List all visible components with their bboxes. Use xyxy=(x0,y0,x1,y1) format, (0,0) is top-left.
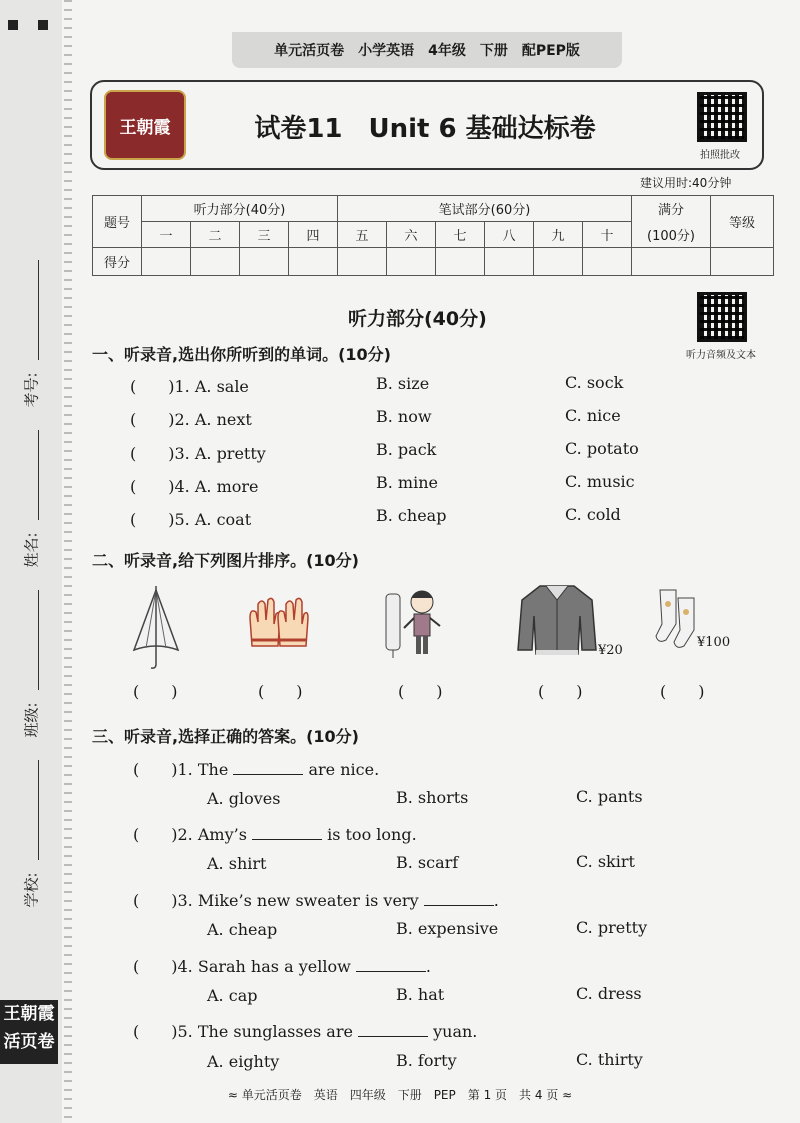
grade-input[interactable] xyxy=(711,248,774,276)
s3-q5-c[interactable]: C. thirty xyxy=(576,1050,643,1069)
listening-title: 听力部分(40分) xyxy=(348,308,487,330)
num-cell: 十 xyxy=(583,222,632,248)
binding-strip xyxy=(0,0,62,1123)
score-input[interactable] xyxy=(387,248,436,276)
listening-header: 听力部分(40分) xyxy=(142,196,338,222)
s2-answer-2[interactable]: ( ) xyxy=(258,682,303,701)
s1-q2[interactable]: ( )2. A. next xyxy=(130,410,252,429)
s3-q2[interactable] xyxy=(133,822,417,845)
class-label: 班级: xyxy=(22,702,41,738)
num-cell: 八 xyxy=(485,222,534,248)
s3-q1-blank[interactable] xyxy=(233,773,303,775)
s3-q4-c[interactable]: C. dress xyxy=(576,984,642,1003)
s3-q2-a[interactable]: A. shirt xyxy=(207,854,267,873)
score-input[interactable] xyxy=(436,248,485,276)
brand-box xyxy=(0,1000,58,1064)
brand-line2: 活页卷 xyxy=(3,1032,55,1052)
s3-q2-blank[interactable] xyxy=(252,838,322,840)
num-cell: 四 xyxy=(289,222,338,248)
s1-q5-b[interactable]: B. cheap xyxy=(376,506,447,525)
s3-q4-text-a: 4. Sarah has a yellow xyxy=(177,957,356,976)
writing-header: 笔试部分(60分) xyxy=(338,196,632,222)
socks-price: ¥100 xyxy=(697,635,731,650)
section2-heading: 二、听录音,给下列图片排序。(10分) xyxy=(92,551,359,570)
num-cell: 二 xyxy=(191,222,240,248)
s1-q5[interactable]: ( )5. A. coat xyxy=(130,510,252,529)
umbrella-icon xyxy=(128,584,184,670)
s3-q4-a[interactable]: A. cap xyxy=(207,986,258,1005)
s3-q3-blank[interactable] xyxy=(424,904,494,906)
page-footer: ≈ 单元活页卷 英语 四年级 下册 PEP 第 1 页 共 4 页 ≈ xyxy=(227,1088,573,1102)
s1-q5-c[interactable]: C. cold xyxy=(565,505,621,524)
paper-title: 试卷11 Unit 6 基础达标卷 xyxy=(254,114,596,144)
score-input[interactable] xyxy=(338,248,387,276)
s3-q3-text-b: . xyxy=(493,891,499,910)
qr-caption: 拍照批改 xyxy=(700,150,740,161)
s2-answer-5[interactable]: ( ) xyxy=(660,682,705,701)
s1-q2-c[interactable]: C. nice xyxy=(565,406,621,425)
s1-q4-b[interactable]: B. mine xyxy=(376,473,438,492)
s2-answer-3[interactable]: ( ) xyxy=(398,682,443,701)
exam-no-label: 考号: xyxy=(22,372,41,408)
num-cell: 一 xyxy=(142,222,191,248)
score-input[interactable] xyxy=(191,248,240,276)
num-cell: 三 xyxy=(240,222,289,248)
s3-q1-text-b: are nice. xyxy=(303,760,380,779)
header-tab: 单元活页卷 小学英语 4年级 下册 配PEP版 xyxy=(232,32,622,68)
binding-mark xyxy=(8,20,18,30)
s1-q4[interactable]: ( )4. A. more xyxy=(130,477,259,496)
full-score-value: (100分) xyxy=(632,222,711,248)
s3-q1[interactable] xyxy=(133,757,379,780)
brand-line1: 王朝霞 xyxy=(3,1004,55,1024)
s3-q2-text-a: 2. Amy’s xyxy=(177,825,252,844)
s3-q5[interactable] xyxy=(133,1019,477,1042)
num-cell: 五 xyxy=(338,222,387,248)
qr-code-icon[interactable] xyxy=(697,92,747,142)
logo: 王朝霞 xyxy=(104,90,186,160)
s3-q1-paren[interactable]: ( ) xyxy=(133,760,178,779)
name-line[interactable] xyxy=(38,430,39,520)
s1-q3[interactable]: ( )3. A. pretty xyxy=(130,444,266,463)
s3-q1-text-a: 1. The xyxy=(177,760,234,779)
s1-q3-c[interactable]: C. potato xyxy=(565,439,639,458)
s3-q3-text-a: 3. Mike’s new sweater is very xyxy=(177,891,424,910)
school-label: 学校: xyxy=(22,872,41,908)
score-label: 得分 xyxy=(93,248,142,276)
s3-q2-paren[interactable]: ( ) xyxy=(133,825,178,844)
school-line[interactable] xyxy=(38,760,39,860)
score-input[interactable] xyxy=(142,248,191,276)
tihao-cell: 题号 xyxy=(93,196,142,248)
s3-q2-c[interactable]: C. skirt xyxy=(576,852,635,871)
binding-mark xyxy=(38,20,48,30)
score-input[interactable] xyxy=(240,248,289,276)
qr-code-icon[interactable] xyxy=(697,292,747,342)
s3-q4-paren[interactable]: ( ) xyxy=(133,957,178,976)
grade-header: 等级 xyxy=(711,196,774,248)
s1-q2-b[interactable]: B. now xyxy=(376,407,432,426)
num-cell: 九 xyxy=(534,222,583,248)
s3-q4-text-b: . xyxy=(425,957,431,976)
name-label: 姓名: xyxy=(22,532,41,568)
num-cell: 七 xyxy=(436,222,485,248)
score-input[interactable] xyxy=(534,248,583,276)
s1-q1-b[interactable]: B. size xyxy=(376,374,430,393)
score-input[interactable] xyxy=(289,248,338,276)
s1-q4-c[interactable]: C. music xyxy=(565,472,635,491)
s3-q3-a[interactable]: A. cheap xyxy=(207,920,278,939)
num-cell: 六 xyxy=(387,222,436,248)
score-table xyxy=(92,195,774,276)
class-line[interactable] xyxy=(38,590,39,690)
s1-q1[interactable]: ( )1. A. sale xyxy=(130,377,249,396)
jacket-price: ¥20 xyxy=(598,643,623,658)
s3-q4-blank[interactable] xyxy=(356,970,426,972)
gloves-icon xyxy=(246,594,312,654)
perforation xyxy=(64,0,72,1123)
s3-q5-paren[interactable]: ( ) xyxy=(133,1022,178,1041)
qr-listen-caption: 听力音频及文本 xyxy=(686,350,756,361)
s3-q3-b[interactable]: B. expensive xyxy=(396,919,499,938)
score-input[interactable] xyxy=(485,248,534,276)
s3-q2-b[interactable]: B. scarf xyxy=(396,853,459,872)
s3-q1-c[interactable]: C. pants xyxy=(576,787,643,806)
full-score-header: 满分 xyxy=(632,196,711,222)
s1-q1-c[interactable]: C. sock xyxy=(565,373,624,392)
s1-q3-b[interactable]: B. pack xyxy=(376,440,437,459)
s2-answer-1[interactable]: ( ) xyxy=(133,682,178,701)
score-input[interactable] xyxy=(632,248,711,276)
s3-q3-c[interactable]: C. pretty xyxy=(576,918,648,937)
boy-mirror-icon xyxy=(382,584,448,660)
s3-q4[interactable] xyxy=(133,954,431,977)
section1-heading: 一、听录音,选出你所听到的单词。(10分) xyxy=(92,345,391,364)
s3-q4-b[interactable]: B. hat xyxy=(396,985,445,1004)
s3-q3-paren[interactable]: ( ) xyxy=(133,891,178,910)
s3-q5-blank[interactable] xyxy=(358,1035,428,1037)
s3-q1-b[interactable]: B. shorts xyxy=(396,788,469,807)
s3-q5-text-a: 5. The sunglasses are xyxy=(177,1022,359,1041)
s3-q2-text-b: is too long. xyxy=(322,825,417,844)
s3-q5-b[interactable]: B. forty xyxy=(396,1051,457,1070)
s2-answer-4[interactable]: ( ) xyxy=(538,682,583,701)
s3-q1-a[interactable]: A. gloves xyxy=(207,789,281,808)
score-input[interactable] xyxy=(583,248,632,276)
suggested-time: 建议用时:40分钟 xyxy=(640,176,732,190)
s3-q5-text-b: yuan. xyxy=(428,1022,478,1041)
exam-no-line[interactable] xyxy=(38,260,39,360)
section3-heading: 三、听录音,选择正确的答案。(10分) xyxy=(92,727,359,746)
jacket-icon xyxy=(516,580,598,658)
s3-q5-a[interactable]: A. eighty xyxy=(207,1052,280,1071)
s3-q3[interactable] xyxy=(133,888,499,911)
